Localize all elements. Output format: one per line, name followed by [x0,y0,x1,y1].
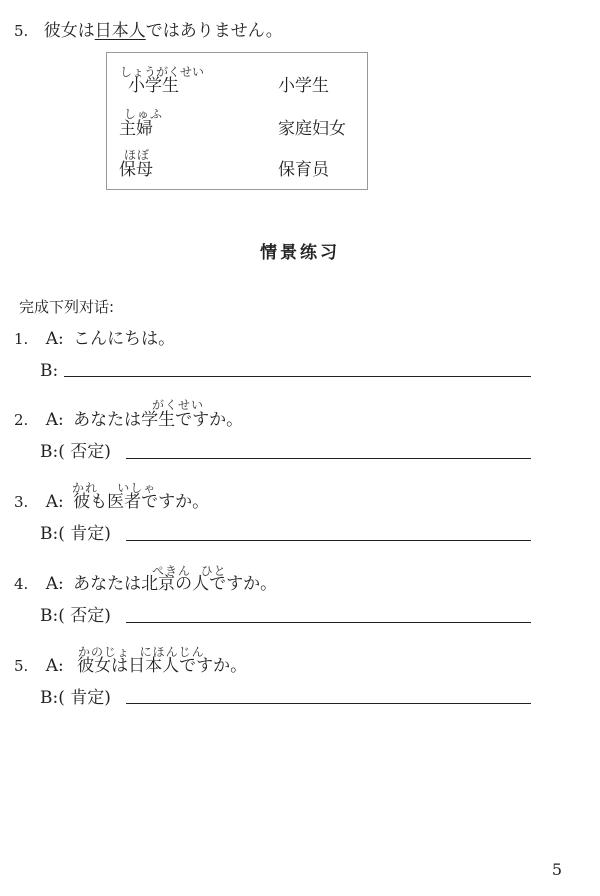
exercise-5-a-label: A: [45,656,64,676]
exercise-2-answer-line[interactable] [126,458,531,459]
exercise-3-answer-line[interactable] [126,540,531,541]
exercise-3-b-hint: ( 肯定) [58,524,111,544]
exercise-3-a-text: 彼も医者ですか。 [73,492,210,512]
vocab-word-2: 主婦 [119,119,153,139]
exercise-1-b-label: B: [40,361,59,381]
page-number: 5 [551,860,562,879]
exercise-4-number: 4. [14,575,29,593]
exercise-5-b-label: B: [40,688,59,708]
vocab-translation-3: 保育员 [278,160,329,180]
exercise-5-answer-line[interactable] [126,703,531,704]
exercise-3-ruby: かれ いしゃ [72,481,157,495]
exercise-4-a-text: あなたは北京の人ですか。 [73,574,278,594]
exercise-1-a-text: こんにちは。 [73,329,176,349]
exercise-5-b-hint: ( 肯定) [58,688,111,708]
exercise-1-a-label: A: [45,329,64,349]
vocab-reading-3: ほぼ [124,148,151,162]
top-sentence-number: 5. [14,22,29,40]
exercise-5-number: 5. [14,657,29,675]
exercise-3-number: 3. [14,493,29,511]
exercise-3-a-label: A: [45,492,64,512]
top-sentence-underlined-word: 日本人 [94,21,146,41]
exercise-1-number: 1. [14,330,29,348]
exercise-4-a-line [14,574,277,594]
exercise-4-a-label: A: [45,574,64,594]
vocab-translation-2: 家庭妇女 [278,119,346,139]
exercise-4-b-hint: ( 否定) [58,606,111,626]
exercise-4-ruby: ぺきん ひと [152,564,227,578]
top-sentence-suffix: ではありません。 [145,21,283,41]
exercise-1-answer-line[interactable] [64,376,531,377]
exercise-3-b-line [40,524,111,544]
exercise-2-ruby: がくせい [152,398,205,412]
exercise-2-b-line [40,442,111,462]
top-sentence-prefix: 彼女は [43,21,95,41]
top-sentence [14,21,283,41]
exercise-2-a-label: A: [45,410,64,430]
exercise-5-b-line [40,688,111,708]
exercise-1-a-line [14,329,175,349]
vocab-translation-1: 小学生 [278,76,329,96]
exercise-2-number: 2. [14,411,29,429]
exercise-4-answer-line[interactable] [126,622,531,623]
vocab-reading-1: しょうがくせい [120,65,205,79]
vocab-word-3: 保母 [119,160,153,180]
vocab-reading-2: しゅふ [124,107,164,121]
vocab-word-1: 小学生 [128,76,179,96]
exercise-2-a-text: あなたは学生ですか。 [73,410,244,430]
exercise-4-b-line [40,606,111,626]
exercise-3-b-label: B: [40,524,59,544]
exercise-2-a-line [14,410,243,430]
exercise-5-a-text: 彼女は日本人ですか。 [77,656,248,676]
exercise-2-b-hint: ( 否定) [58,442,111,462]
exercise-5-a-line [14,656,247,676]
exercise-2-b-label: B: [40,442,59,462]
exercise-3-a-line [14,492,209,512]
exercise-4-b-label: B: [40,606,59,626]
section-title: 情景练习 [260,243,340,263]
instruction: 完成下列对话: [19,298,115,316]
exercise-5-ruby: かのじょ にほんじん [78,645,205,659]
